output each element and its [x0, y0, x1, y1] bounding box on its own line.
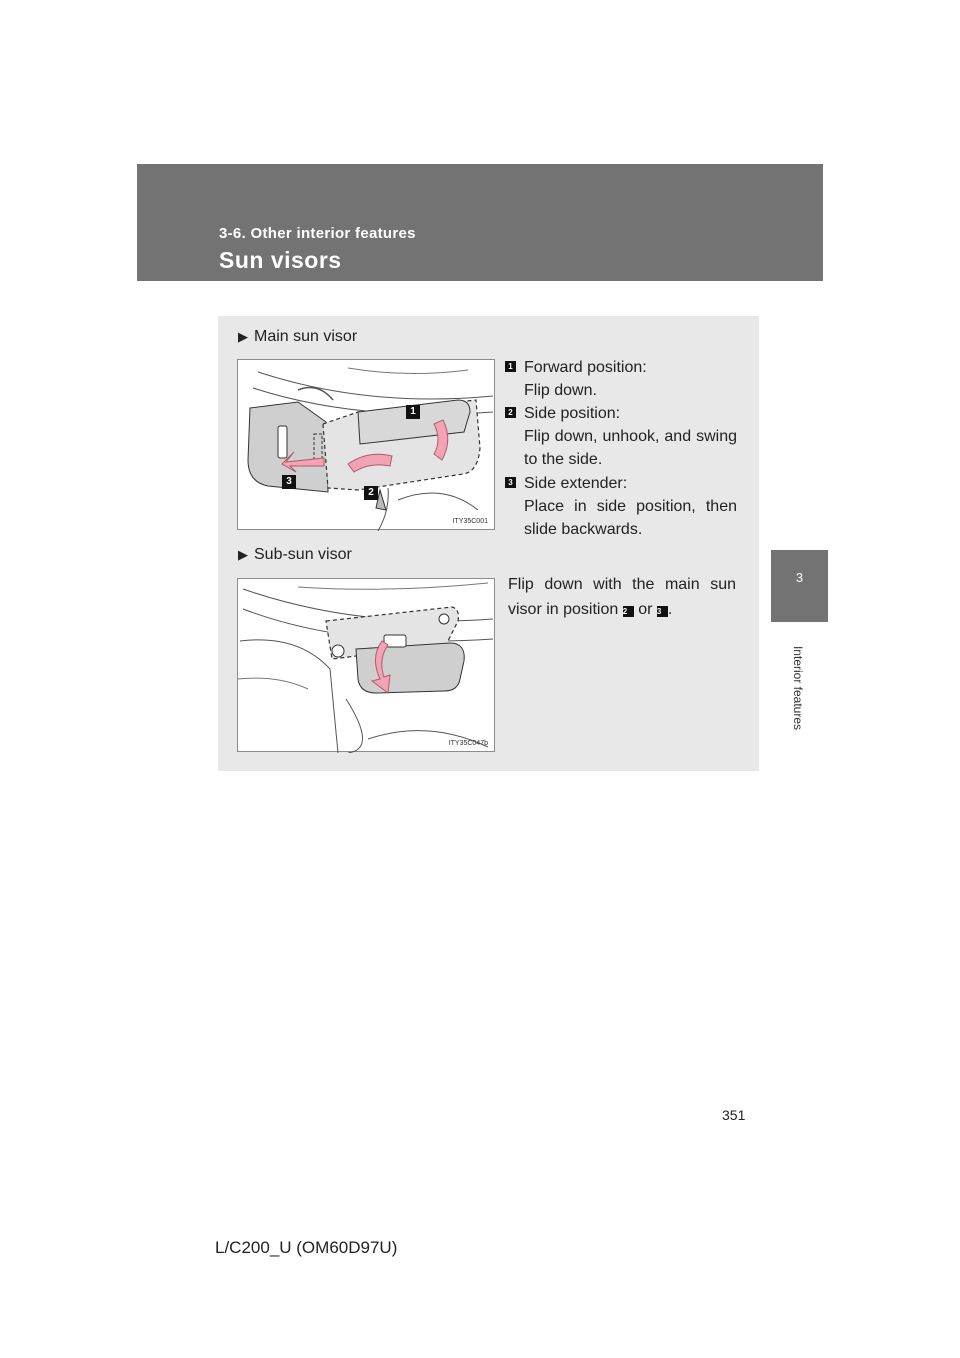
document-id: L/C200_U (OM60D97U): [215, 1238, 398, 1257]
chapter-tab[interactable]: [771, 550, 828, 622]
step-side-extender: [505, 472, 737, 541]
step-text: Place in side position, then slide backwards.: [524, 498, 737, 538]
note-text: Flip down with the main sun visor in position: [508, 576, 736, 618]
chapter-number: 3: [795, 570, 804, 585]
section-label: 3-6. Other interior features: [219, 225, 416, 242]
callout-2: 2: [364, 486, 378, 500]
triangle-bullet-icon: ▶: [238, 329, 248, 344]
sub-visor-illustration: [238, 579, 496, 753]
chapter-label-text: Interior features: [791, 645, 805, 731]
step-title: Side position:: [524, 405, 621, 422]
sub-visor-heading: [238, 546, 352, 564]
callout-3: 3: [282, 475, 296, 489]
page-header: [137, 164, 823, 281]
chapter-label: [788, 628, 808, 748]
step-ref-3-badge: 3: [657, 606, 668, 617]
step-text: Flip down, unhook, and swing to the side.: [524, 428, 737, 468]
main-visor-heading: [238, 328, 357, 346]
figure-code: ITY35C001: [452, 518, 488, 525]
step-number-badge: 2: [505, 407, 516, 418]
sub-visor-heading-text: Sub-sun visor: [254, 546, 352, 563]
triangle-bullet-icon: ▶: [238, 547, 248, 562]
page-number: 351: [722, 1107, 746, 1123]
sub-visor-instruction: [508, 572, 736, 622]
step-number-badge: 1: [505, 361, 516, 372]
main-visor-figure: [237, 359, 495, 530]
figure-code: ITY35C047b: [448, 740, 488, 747]
note-joiner: or: [638, 601, 653, 618]
step-number-badge: 3: [505, 477, 516, 488]
page-title: Sun visors: [219, 247, 342, 273]
step-ref-2-badge: 2: [623, 606, 634, 617]
main-visor-illustration: [238, 360, 496, 531]
step-text: Flip down.: [524, 382, 597, 399]
step-forward-position: [505, 356, 737, 402]
main-visor-heading-text: Main sun visor: [254, 328, 358, 345]
content-box: [218, 316, 759, 771]
step-title: Side extender:: [524, 475, 628, 492]
sub-visor-figure: [237, 578, 495, 752]
step-side-position: [505, 402, 737, 471]
note-suffix: .: [667, 601, 673, 618]
callout-1: 1: [406, 405, 420, 419]
step-title: Forward position:: [524, 359, 647, 376]
